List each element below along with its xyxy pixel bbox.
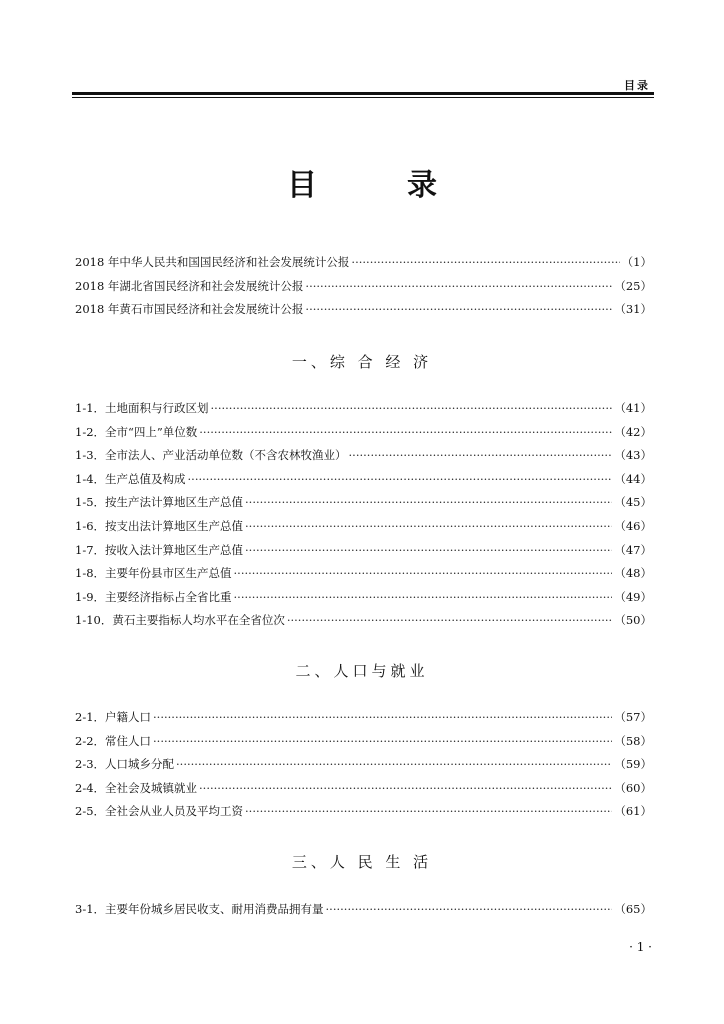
toc-leader-dots xyxy=(245,515,612,539)
section-heading-economy: 一、综 合 经 济 xyxy=(291,353,433,371)
toc-entry-label: 1-3．全市法人、产业活动单位数（不含农林牧渔业） xyxy=(75,448,347,463)
toc-entry[interactable] xyxy=(75,562,652,586)
toc-leader-dots xyxy=(351,251,619,275)
toc-leader-dots xyxy=(287,609,613,633)
toc-entry-label: 2018 年黄石市国民经济和社会发展统计公报 xyxy=(75,302,304,317)
toc-entry-label: 2018 年湖北省国民经济和社会发展统计公报 xyxy=(75,278,304,293)
toc-entry-page: （47） xyxy=(614,542,652,557)
toc-entry-label: 2-1．户籍人口 xyxy=(75,710,152,724)
toc-leader-dots xyxy=(234,586,613,610)
toc-leader-dots xyxy=(349,444,613,468)
toc-entry[interactable] xyxy=(75,586,652,610)
toc-entry-page: （25） xyxy=(614,278,652,293)
section-population-entries xyxy=(75,706,652,824)
toc-entry-label: 1-1．土地面积与行政区划 xyxy=(75,401,209,415)
section-heading-population: 二、人口与就业 xyxy=(295,662,429,680)
page-title-second: 录 xyxy=(407,168,437,203)
header-label: 目录 xyxy=(624,79,650,92)
toc-entry[interactable] xyxy=(75,898,652,922)
toc-leader-dots xyxy=(245,491,612,515)
toc-entry-page: （60） xyxy=(614,780,652,795)
toc-entry-page: （48） xyxy=(614,566,652,581)
intro-entries xyxy=(75,251,652,322)
page-number: · 1 · xyxy=(629,940,652,954)
toc-entry[interactable] xyxy=(75,444,652,468)
toc-entry-page: （49） xyxy=(614,589,652,604)
toc-leader-dots xyxy=(234,562,613,586)
toc-entry-page: （45） xyxy=(614,495,652,510)
toc-entry[interactable] xyxy=(75,800,652,824)
toc-entry[interactable] xyxy=(75,491,652,515)
section-living-entries xyxy=(75,898,652,922)
toc-leader-dots xyxy=(305,275,612,299)
toc-entry-label: 1-4．生产总值及构成 xyxy=(75,471,186,486)
toc-leader-dots xyxy=(176,753,612,777)
toc-entry-label: 2018 年中华人民共和国国民经济和社会发展统计公报 xyxy=(75,255,350,269)
toc-entry-label: 2-5．全社会从业人员及平均工资 xyxy=(75,804,244,819)
header-rule-thick xyxy=(72,92,654,95)
toc-entry-page: （58） xyxy=(614,733,652,748)
toc-entry[interactable] xyxy=(75,275,652,299)
toc-entry-page: （1） xyxy=(621,255,652,269)
toc-entry-label: 1-10．黄石主要指标人均水平在全省位次 xyxy=(75,613,285,628)
toc-entry[interactable] xyxy=(75,609,652,633)
toc-entry-label: 1-2．全市“四上”单位数 xyxy=(75,424,198,439)
toc-entry-label: 1-7．按收入法计算地区生产总值 xyxy=(75,542,244,557)
toc-leader-dots xyxy=(188,468,613,492)
toc-entry-label: 2-4．全社会及城镇就业 xyxy=(75,780,198,795)
toc-entry[interactable] xyxy=(75,730,652,754)
toc-leader-dots xyxy=(153,730,612,754)
toc-entry-label: 1-5．按生产法计算地区生产总值 xyxy=(75,495,244,510)
toc-entry[interactable] xyxy=(75,777,652,801)
toc-entry-page: （42） xyxy=(614,424,652,439)
toc-entry[interactable] xyxy=(75,539,652,563)
toc-entry[interactable] xyxy=(75,515,652,539)
toc-entry-label: 1-6．按支出法计算地区生产总值 xyxy=(75,518,244,533)
section-economy-entries xyxy=(75,397,652,633)
toc-entry-page: （31） xyxy=(614,302,652,317)
toc-entry-page: （43） xyxy=(614,448,652,463)
header-rule-thin xyxy=(72,97,654,98)
toc-entry-page: （61） xyxy=(614,804,652,819)
toc-entry[interactable] xyxy=(75,397,652,421)
toc-entry-page: （65） xyxy=(614,902,652,916)
toc-leader-dots xyxy=(305,298,612,322)
toc-entry[interactable] xyxy=(75,706,652,730)
toc-entry-label: 2-3．人口城乡分配 xyxy=(75,757,175,772)
toc-leader-dots xyxy=(245,539,612,563)
toc-leader-dots xyxy=(245,800,612,824)
section-heading-living: 三、人 民 生 活 xyxy=(291,853,433,871)
toc-entry[interactable] xyxy=(75,298,652,322)
toc-entry-page: （44） xyxy=(614,471,652,486)
toc-leader-dots xyxy=(199,421,612,445)
toc-leader-dots xyxy=(211,397,613,421)
toc-leader-dots xyxy=(153,706,612,730)
toc-entry[interactable] xyxy=(75,468,652,492)
toc-entry-label: 1-9．主要经济指标占全省比重 xyxy=(75,589,232,604)
toc-entry[interactable] xyxy=(75,753,652,777)
toc-entry-page: （41） xyxy=(614,401,652,415)
toc-entry-label: 3-1．主要年份城乡居民收支、耐用消费品拥有量 xyxy=(75,902,324,916)
toc-leader-dots xyxy=(326,898,613,922)
page-title xyxy=(0,160,724,204)
toc-entry[interactable] xyxy=(75,421,652,445)
toc-leader-dots xyxy=(199,777,612,801)
toc-entry-page: （59） xyxy=(614,757,652,772)
toc-entry[interactable] xyxy=(75,251,652,275)
page-title-first: 目 xyxy=(287,168,317,203)
toc-entry-page: （57） xyxy=(614,710,652,724)
toc-entry-label: 2-2．常住人口 xyxy=(75,733,152,748)
toc-entry-page: （46） xyxy=(614,518,652,533)
toc-entry-label: 1-8．主要年份县市区生产总值 xyxy=(75,566,232,581)
toc-entry-page: （50） xyxy=(614,613,652,628)
